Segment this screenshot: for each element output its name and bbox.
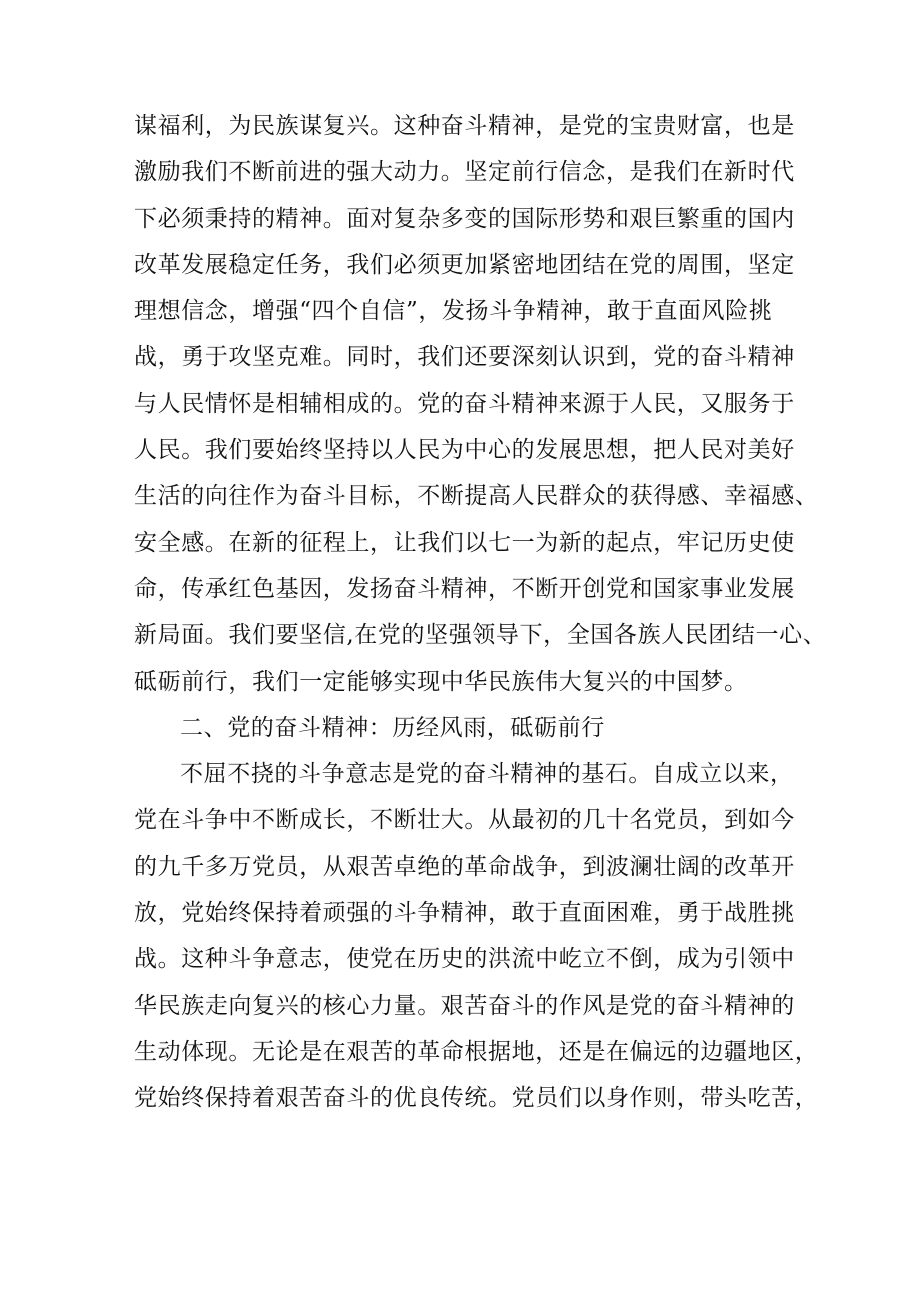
text-line: 战，勇于攻坚克难。同时，我们还要深刻认识到，党的奋斗精神 [134,344,795,371]
text-line: 砥砺前行，我们一定能够实现中华民族伟大复兴的中国梦。 [134,668,748,695]
paragraph [134,751,819,1121]
text-line: 下必须秉持的精神。面对复杂多变的国际形势和艰巨繁重的国内 [134,205,795,232]
text-line: 党在斗争中不断成长，不断壮大。从最初的几十名党员，到如今 [134,807,795,834]
section-heading-text: 二、党的奋斗精神：历经风雨，砥砺前行 [180,714,605,741]
text-line: 生动体现。无论是在艰苦的革命根据地，还是在偏远的边疆地区， [134,1038,819,1065]
text-line: 放，党始终保持着顽强的斗争精神，敢于直面困难，勇于战胜挑 [134,900,795,927]
text-line: 谋福利，为民族谋复兴。这种奋斗精神，是党的宝贵财富，也是 [134,113,795,139]
document-page [134,103,827,1122]
text-line: 不屈不挠的斗争意志是党的奋斗精神的基石。自成立以来， [180,761,794,788]
text-line: 生活的向往作为奋斗目标，不断提高人民群众的获得感、幸福感、 [134,483,819,510]
text-line: 新局面。我们要坚信,在党的坚强领导下，全国各族人民团结一心、 [134,622,827,649]
section-heading [134,705,794,751]
paragraph [134,103,827,705]
text-line: 人民。我们要始终坚持以人民为中心的发展思想，把人民对美好 [134,437,795,464]
text-line: 党始终保持着艰苦奋斗的优良传统。党员们以身作则，带头吃苦， [134,1085,819,1112]
text-line: 理想信念，增强“四个自信”，发扬斗争精神，敢于直面风险挑 [134,298,773,325]
text-line: 安全感。在新的征程上，让我们以七一为新的起点，牢记历史使 [134,529,795,556]
text-line: 改革发展稳定任务，我们必须更加紧密地团结在党的周围，坚定 [134,251,795,278]
text-line: 激励我们不断前进的强大动力。坚定前行信念，是我们在新时代 [134,159,795,186]
text-line: 命，传承红色基因，发扬奋斗精神，不断开创党和国家事业发展 [134,575,795,602]
text-line: 的九千多万党员，从艰苦卓绝的革命战争，到波澜壮阔的改革开 [134,853,795,880]
text-line: 华民族走向复兴的核心力量。艰苦奋斗的作风是党的奋斗精神的 [134,992,795,1019]
text-line: 与人民情怀是相辅相成的。党的奋斗精神来源于人民，又服务于 [134,390,795,417]
text-line: 战。这种斗争意志，使党在历史的洪流中屹立不倒，成为引领中 [134,946,795,973]
